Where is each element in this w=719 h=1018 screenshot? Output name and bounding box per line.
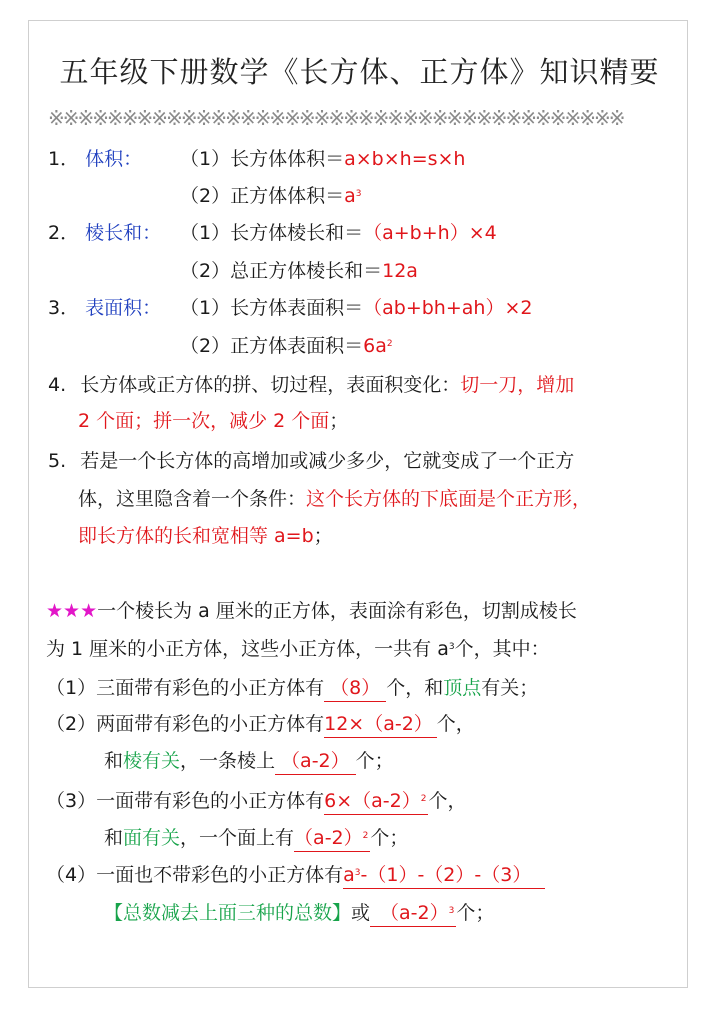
cuboid-edge-formula (180, 220, 497, 246)
section-edge-sum (48, 220, 161, 246)
problem-text: 个，其中： (454, 638, 550, 660)
section-number: 1． (48, 148, 80, 170)
highlight-text: 这个长方体的下底面是个正方形， (306, 488, 592, 510)
answer-blank: 12×（a-2） (324, 711, 437, 738)
cuboid-surface-formula (180, 295, 532, 321)
highlight-text: 切一刀，增加 (460, 374, 575, 396)
section-number: 2． (48, 222, 80, 244)
formula-value: 12a (382, 260, 418, 282)
question-text: 个； (456, 902, 495, 924)
section-surface-area (48, 295, 161, 321)
answer-blank: （8） (324, 675, 386, 702)
formula-value: （a+b+h）×4 (363, 222, 497, 244)
formula-text: 长方体棱长和＝ (230, 222, 364, 244)
question-text: 有关； (481, 677, 539, 699)
item-index: （1） (180, 222, 231, 244)
formula-value: 6a (363, 335, 387, 357)
problem-text: 一个棱长为 a 厘米的正方体，表面涂有彩色，切割成棱长 (97, 600, 577, 622)
section-height-change-line-3 (78, 523, 333, 549)
section-cut-join-line-1 (48, 372, 574, 398)
answer-blank: （a-2） (294, 827, 363, 849)
question-text: 个， (428, 790, 467, 812)
formula-value: （ab+bh+ah）×2 (363, 297, 533, 319)
note-text: 长方体或正方体的拼、切过程，表面积变化： (80, 374, 461, 396)
superscript: 3 (354, 868, 361, 878)
question-no-face-line-2 (104, 900, 494, 927)
punctuation: ； (329, 410, 349, 432)
question-one-face-line-2 (104, 825, 408, 852)
star-problem-line-2 (46, 636, 550, 662)
section-number: 3． (48, 297, 80, 319)
question-text: 两面带有彩色的小正方体有 (96, 713, 325, 735)
punctuation: ； (313, 525, 333, 547)
question-two-faces (46, 711, 475, 738)
section-label: 棱长和： (85, 222, 162, 244)
formula-text: 总正方体棱长和＝ (230, 260, 383, 282)
cube-surface-formula (180, 333, 393, 359)
question-text: 或 (351, 902, 371, 924)
formula-text: 长方体体积＝ (230, 148, 345, 170)
formula-text: 正方体表面积＝ (230, 335, 364, 357)
question-text: 和 (104, 827, 124, 849)
green-keyword: 面有关 (123, 827, 181, 849)
item-index: （1） (180, 297, 231, 319)
formula-value: a×b×h=s×h (344, 148, 466, 170)
answer-blank: 6×（a-2） (324, 790, 421, 812)
item-index: （2） (180, 260, 231, 282)
section-number: 4. (48, 374, 67, 396)
problem-text: 为 1 厘米的小正方体，这些小正方体，一共有 a (46, 638, 449, 660)
question-no-face (46, 862, 545, 889)
note-text: 若是一个长方体的高增加或减少多少，它就变成了一个正方 (80, 450, 575, 472)
question-text: 一面也不带彩色的小正方体有 (96, 864, 344, 886)
item-index: （2） (180, 185, 231, 207)
section-number: 5. (48, 450, 67, 472)
superscript: 2 (362, 831, 369, 841)
green-keyword: 顶点 (443, 677, 482, 699)
green-keyword: 【总数减去上面三种的总数】 (104, 902, 352, 924)
formula-text: 正方体体积＝ (230, 185, 345, 207)
question-text: ，一条棱上 (180, 750, 276, 772)
green-keyword: 棱有关 (123, 750, 181, 772)
section-volume-row-1 (48, 146, 142, 172)
question-one-face (46, 788, 466, 815)
cuboid-volume-formula (180, 146, 465, 172)
answer-blank: a (343, 864, 355, 886)
cube-edge-formula (180, 258, 418, 284)
question-text: 个； (355, 750, 394, 772)
section-label: 表面积： (85, 297, 162, 319)
formula-text: 长方体表面积＝ (230, 297, 364, 319)
page-title: 五年级下册数学《长方体、正方体》知识精要 (59, 55, 660, 89)
section-height-change-line-1 (48, 448, 574, 474)
answer-blank: （a-2） (275, 748, 356, 775)
superscript: 2 (420, 794, 427, 804)
section-height-change-line-2 (78, 486, 591, 512)
question-text: 和 (104, 750, 124, 772)
highlight-text: 即长方体的长和宽相等 a=b (78, 525, 314, 547)
question-text: 个，和 (386, 677, 444, 699)
superscript: 3 (448, 906, 455, 916)
section-label: 体积： (85, 148, 143, 170)
item-index: （3） (46, 790, 97, 812)
superscript: 2 (386, 339, 393, 349)
question-two-faces-line-2 (104, 748, 394, 775)
item-index: （2） (46, 713, 97, 735)
item-index: （1） (180, 148, 231, 170)
note-text: 体，这里隐含着一个条件： (78, 488, 307, 510)
highlight-text: 2 个面；拼一次，减少 2 个面 (78, 410, 330, 432)
star-icon: ★★★ (46, 600, 98, 622)
item-index: （2） (180, 335, 231, 357)
question-text: 个， (436, 713, 475, 735)
superscript: 3 (355, 189, 362, 199)
section-cut-join-line-2 (78, 408, 348, 434)
answer-blank: -（1）-（2）-（3） (360, 864, 532, 886)
question-three-faces (46, 675, 538, 702)
superscript: 3 (448, 642, 455, 652)
question-text: 个； (370, 827, 409, 849)
cube-volume-formula (180, 183, 362, 209)
question-text: 三面带有彩色的小正方体有 (96, 677, 325, 699)
item-index: （1） (46, 677, 97, 699)
decorative-divider: ※※※※※※※※※※※※※※※※※※※※※※※※※※※※※※※※※※※※※※※ (48, 106, 624, 130)
star-problem-line-1 (46, 598, 577, 624)
formula-value: a (344, 185, 356, 207)
answer-blank: （a-2） (380, 902, 449, 924)
item-index: （4） (46, 864, 97, 886)
question-text: 一面带有彩色的小正方体有 (96, 790, 325, 812)
question-text: ，一个面上有 (180, 827, 295, 849)
